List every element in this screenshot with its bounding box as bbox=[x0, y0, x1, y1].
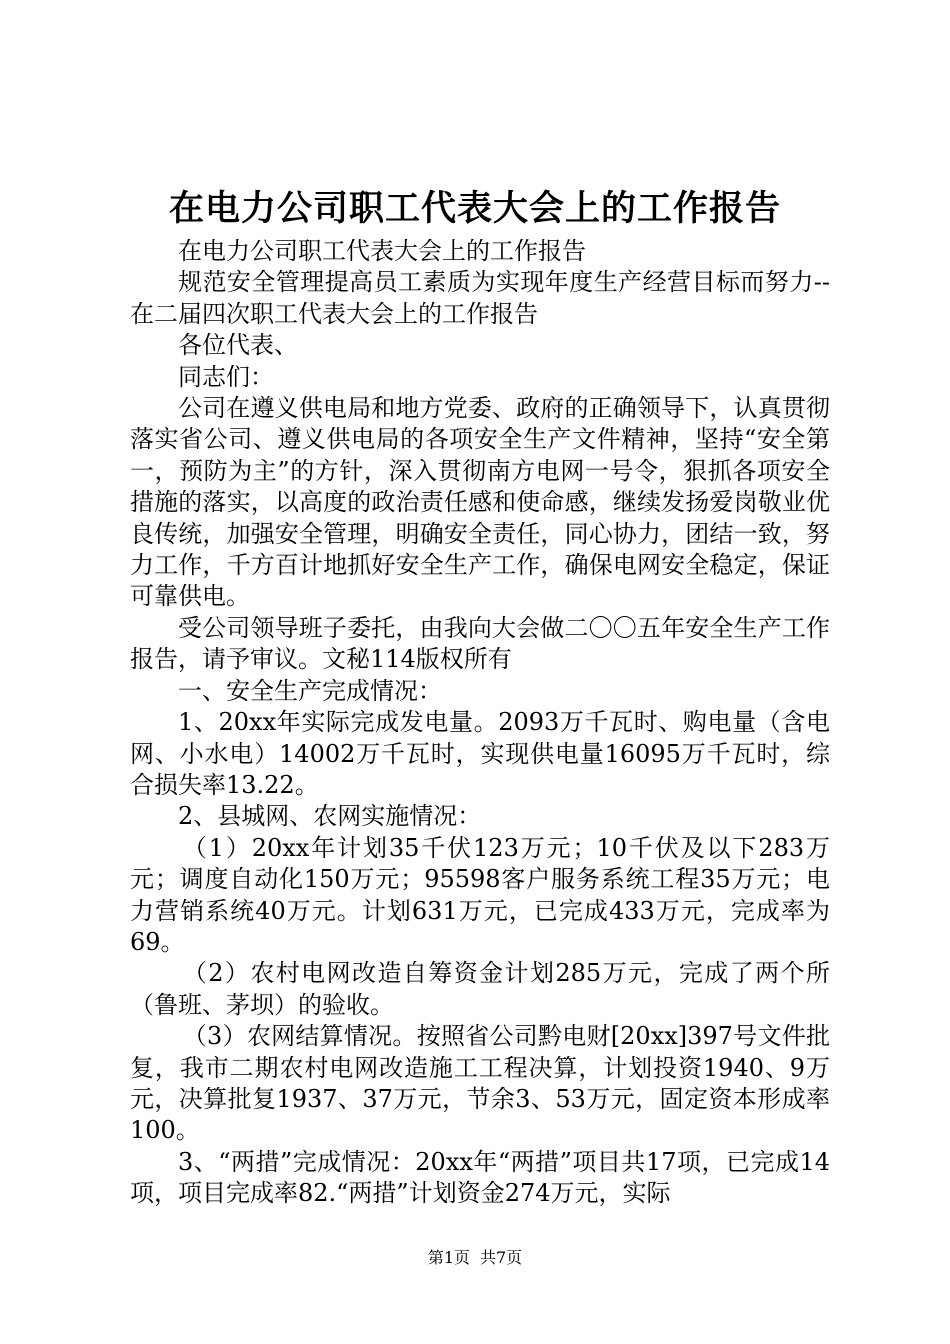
paragraph-subtitle: 规范安全管理提高员工素质为实现年度生产经营目标而努力--在二届四次职工代表大会上的工作报告 bbox=[130, 268, 830, 328]
section-heading-1: 一、安全生产完成情况： bbox=[178, 676, 442, 705]
page-total: 共7页 bbox=[480, 1248, 523, 1267]
paragraph-salutation-2: 同志们： bbox=[178, 362, 274, 391]
document-body bbox=[130, 236, 830, 1210]
paragraph-subitem-3: （3）农网结算情况。按照省公司黔电财[20xx]397号文件批复，我市二期农村电网改造施工工程决算，计划投资1940、9万元，决算批复1937、37万元，节余3、53万元，固定资本形成率100。 bbox=[130, 1022, 830, 1145]
paragraph-item-2: 2、县城网、农网实施情况： bbox=[178, 802, 482, 831]
page-footer bbox=[0, 1248, 950, 1268]
paragraph-commission: 受公司领导班子委托，由我向大会做二〇〇五年安全生产工作报告，请予审议。文秘114版权所有 bbox=[130, 613, 830, 674]
paragraph-subitem-2: （2）农村电网改造自筹资金计划285万元，完成了两个所（鲁班、茅坝）的验收。 bbox=[130, 959, 830, 1019]
paragraph-heading-repeat: 在电力公司职工代表大会上的工作报告 bbox=[178, 237, 586, 265]
page-number: 第1页 bbox=[427, 1248, 470, 1267]
paragraph-subitem-1: （1）20xx年计划35千伏123万元；10千伏及以下283万元；调度自动化150万元；95598客户服务系统工程35万元；电力营销系统40万元。计划631万元，已完成433万元，完成率为69。 bbox=[130, 833, 830, 956]
paragraph-intro: 公司在遵义供电局和地方党委、政府的正确领导下，认真贯彻落实省公司、遵义供电局的各项安全生产文件精神，坚持“安全第一，预防为主”的方针，深入贯彻南方电网一号令，狠抓各项安全措施的落实，以高度的政治责任感和使命感，继续发扬爱岗敬业优良传统，加强安全管理，明确安全责任，同心协力，团结一致，努力工作，千方百计地抓好安全生产工作，确保电网安全稳定，保证可靠供电。 bbox=[130, 394, 830, 611]
paragraph-salutation-1: 各位代表、 bbox=[178, 331, 298, 360]
document-title: 在电力公司职工代表大会上的工作报告 bbox=[168, 188, 781, 229]
paragraph-item-3: 3、“两措”完成情况：20xx年“两措”项目共17项，已完成14项，项目完成率82.“两措”计划资金274万元，实际 bbox=[130, 1147, 830, 1208]
paragraph-item-1: 1、20xx年实际完成发电量。2093万千瓦时、购电量（含电网、小水电）14002万千瓦时，实现供电量16095万千瓦时，综合损失率13.22。 bbox=[130, 708, 830, 799]
